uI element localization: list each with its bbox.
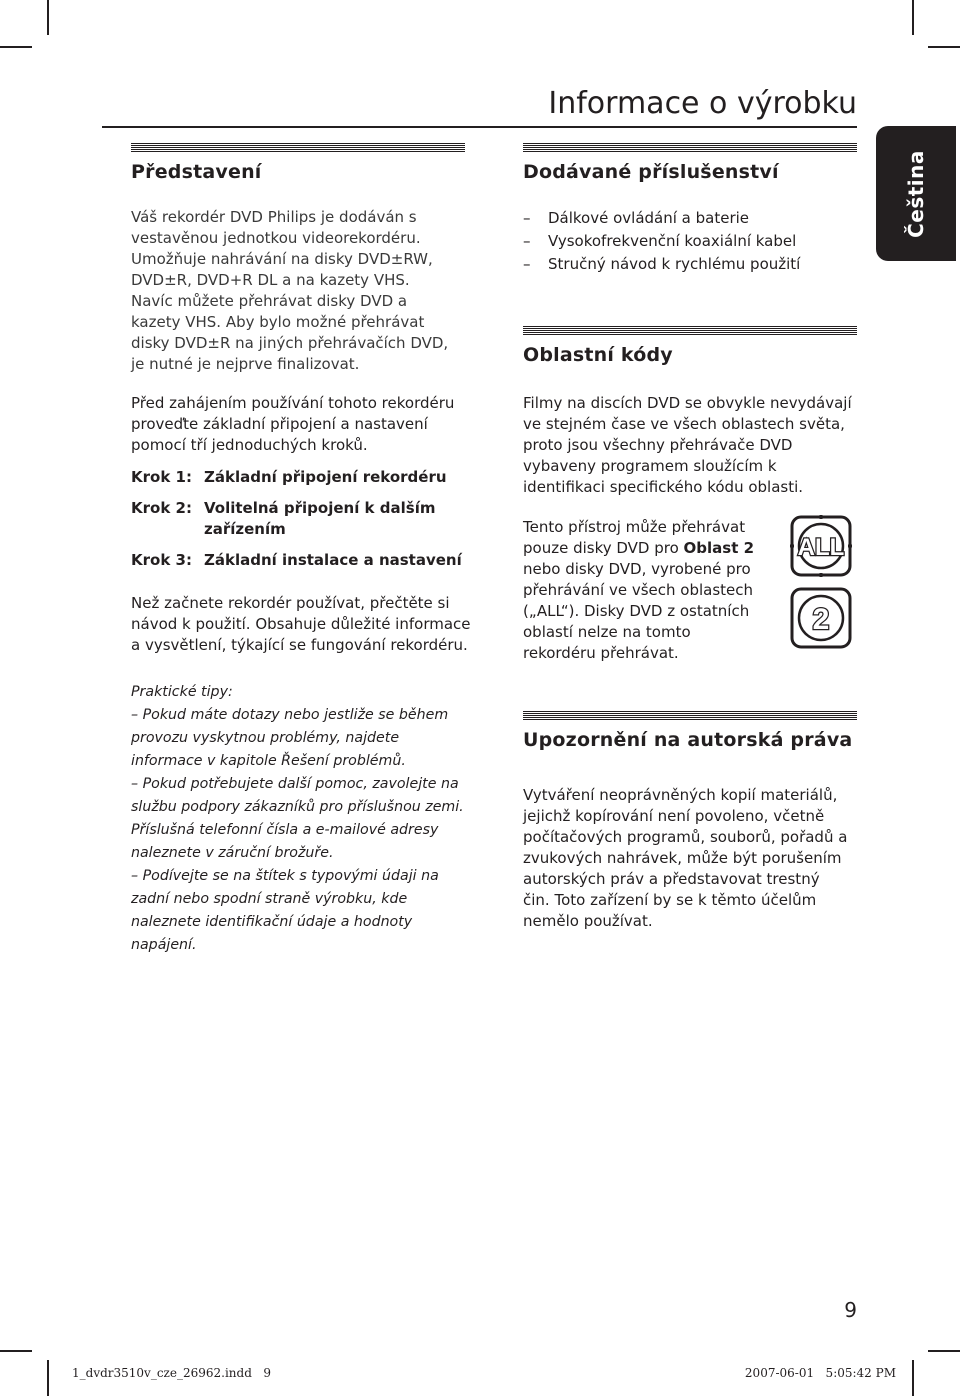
list-item [523, 207, 823, 230]
region-heading: Oblastní kódy [523, 344, 673, 366]
heading-rule [523, 143, 857, 153]
region-text: nebo disky DVD, vyrobené pro přehrávání ve všech oblastech („ALL“). Disky DVD z ostatních oblastí nelze na tomto rekordéru přehrávat. [523, 560, 754, 662]
heading-rule [523, 326, 857, 336]
language-tab [876, 126, 956, 261]
list-dash: – [523, 232, 531, 250]
crop-mark [47, 0, 49, 35]
accessory-item: Stručný návod k rychlému použití [548, 255, 801, 273]
step-row [131, 550, 471, 571]
intro-paragraph-3: Než začnete rekordér používat, přečtěte si návod k použití. Obsahuje důležité informace a vysvětlení, týkající se fungování rekordéru. [131, 594, 471, 654]
step-label: Krok 2: [131, 499, 192, 517]
copyright-paragraph: Vytváření neoprávněných kopií materiálů, jejichž kopírování není povoleno, včetně počítačových programů, souborů, pořadů a zvukových nahrávek, může být porušením autorských práv a představovat trestný čin. Toto zařízení by se k těmto účelům nemělo používat. [523, 786, 848, 930]
copyright-section-header [523, 711, 857, 751]
step-row [131, 467, 471, 488]
list-item [523, 230, 823, 253]
crop-mark [912, 1360, 914, 1396]
region-paragraph-2 [523, 517, 768, 664]
crop-mark [912, 0, 914, 35]
heading-rule [523, 711, 857, 721]
language-tab-label: Čeština [904, 149, 928, 238]
copyright-heading: Upozornění na autorská práva [523, 729, 853, 751]
accessory-item: Vysokofrekvenční koaxiální kabel [548, 232, 797, 250]
crop-mark [928, 1350, 960, 1352]
step-row [131, 498, 471, 540]
practical-tips [131, 681, 471, 957]
step-text: Volitelná připojení k dalším zařízením [204, 499, 436, 538]
tips-heading: Praktické tipy: [131, 684, 233, 700]
page-number: 9 [844, 1298, 857, 1322]
step-label: Krok 3: [131, 551, 192, 569]
crop-mark [0, 1350, 32, 1352]
crop-mark [928, 46, 960, 48]
accessories-section-header [523, 143, 857, 183]
crop-mark [47, 1360, 49, 1396]
step-text: Základní instalace a nastavení [204, 551, 462, 569]
step-label: Krok 1: [131, 468, 192, 486]
region-code-bold: Oblast 2 [683, 539, 755, 557]
intro-paragraph-2: Před zahájením používání tohoto rekordéru proveďte základní připojení a nastavení pomocí tří jednoduchých kroků. [131, 394, 455, 454]
accessory-item: Dálkové ovládání a baterie [548, 209, 750, 227]
footer-timestamp: 2007-06-01 5:05:42 PM [744, 1366, 896, 1380]
tip-item: – Pokud máte dotazy nebo jestliže se během provozu vyskytnou problémy, najdete informace v kapitole Řešení problémů. [131, 707, 449, 769]
accessories-list [523, 207, 823, 276]
svg-text:2: 2 [812, 603, 830, 636]
accessories-heading: Dodávané příslušenství [523, 161, 779, 183]
region-text: Tento přístroj může přehrávat pouze disky DVD pro [523, 518, 746, 557]
intro-paragraph-1: Váš rekordér DVD Philips je dodáván s vestavěnou jednotkou videorekordéru. Umožňuje nahrávání na disky DVD±RW, DVD±R, DVD+R DL a na kazety VHS. Navíc můžete přehrávat disky DVD a kazety VHS. Aby bylo možné přehrávat disky DVD±R na jiných přehrávačích DVD, je nutné je nejprve finalizovat. [131, 208, 449, 373]
svg-text:ALL: ALL [797, 534, 845, 561]
intro-section-header [131, 143, 465, 183]
title-rule [102, 126, 857, 128]
heading-rule [131, 143, 465, 153]
intro-heading: Představení [131, 161, 262, 183]
page-title: Informace o výrobku [548, 86, 857, 121]
region-paragraph-1: Filmy na discích DVD se obvykle nevydávají ve stejném čase ve všech oblastech světa, proto jsou všechny přehrávače DVD vybaveny programem sloužícím k identifikaci specifického kódu oblasti. [523, 394, 852, 496]
region-all-icon [788, 513, 854, 579]
step-text: Základní připojení rekordéru [204, 468, 447, 486]
crop-mark [0, 46, 32, 48]
list-item [523, 253, 823, 276]
list-dash: – [523, 209, 531, 227]
region-section-header [523, 326, 857, 366]
region-2-icon [788, 585, 854, 651]
tip-item: – Pokud potřebujete další pomoc, zavolejte na službu podpory zákazníků pro příslušnou zemi. Příslušná telefonní čísla a e-mailové adresy naleznete v záruční brožuře. [131, 776, 464, 861]
setup-steps [131, 467, 471, 581]
list-dash: – [523, 255, 531, 273]
footer-file: 1_dvdr3510v_cze_26962.indd 9 [72, 1366, 271, 1380]
tip-item: – Podívejte se na štítek s typovými údaji na zadní nebo spodní straně výrobku, kde naleznete identifikační údaje a hodnoty napájení. [131, 868, 439, 953]
